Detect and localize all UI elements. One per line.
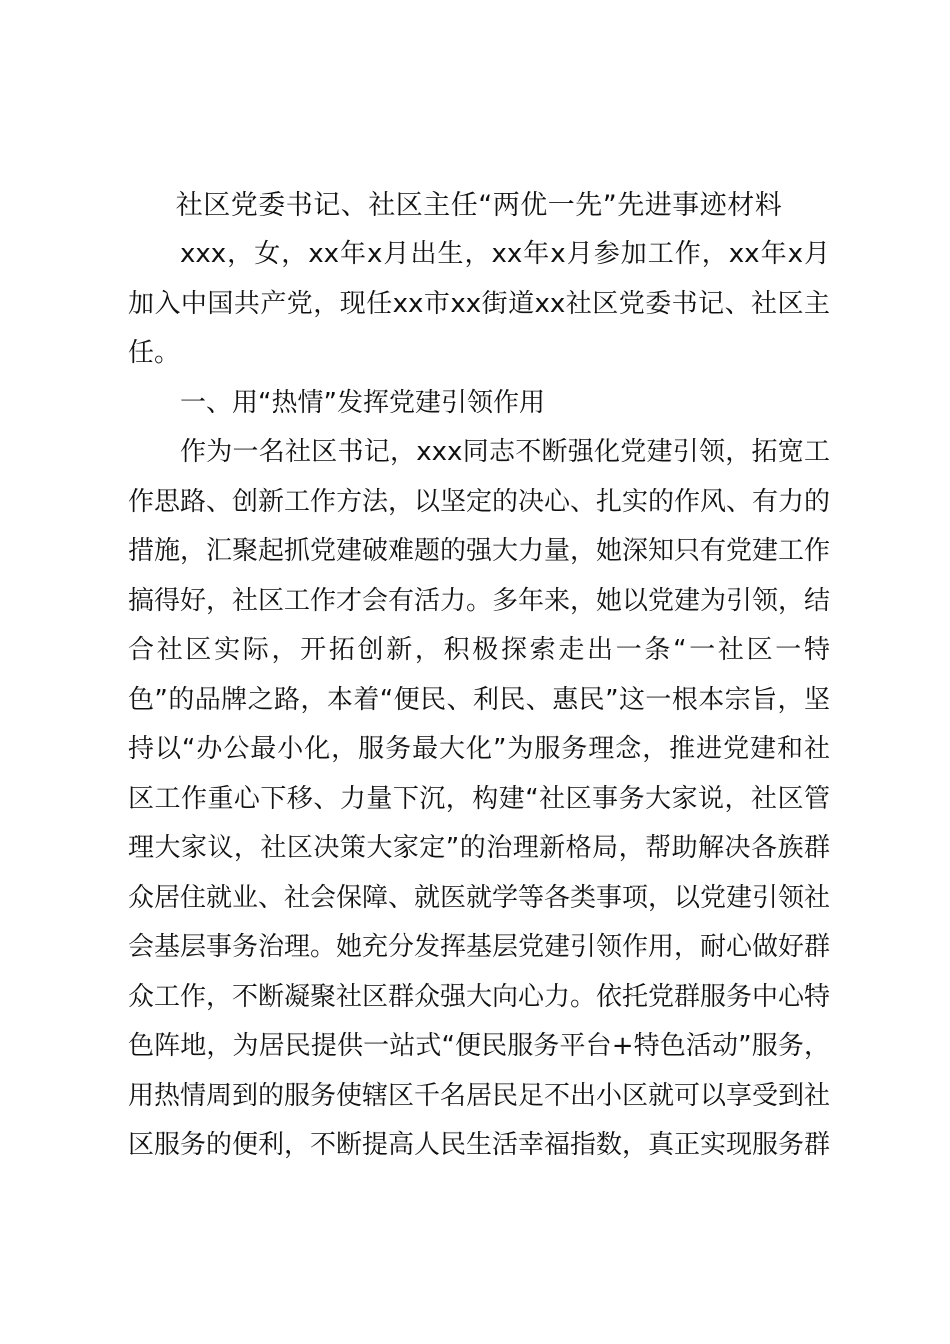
document-body (128, 182, 830, 1171)
section-paragraph: 作为一名社区书记，xxx同志不断强化党建引领，拓宽工作思路、创新工作方法，以坚定的决心、扎实的作风、有力的措施，汇聚起抓党建破难题的强大力量，她深知只有党建工作搞得好，社区工作才会有活力。多年来，她以党建为引领，结合社区实际，开拓创新，积极探索走出一条“一社区一特色”的品牌之路，本着“便民、利民、惠民”这一根本宗旨，坚持以“办公最小化，服务最大化”为服务理念，推进党建和社区工作重心下移、力量下沉，构建“社区事务大家说，社区管理大家议，社区决策大家定”的治理新格局，帮助解决各族群众居住就业、社会保障、就医就学等各类事项，以党建引领社会基层事务治理。她充分发挥基层党建引领作用，耐心做好群众工作，不断凝聚社区群众强大向心力。依托党群服务中心特色阵地，为居民提供一站式“便民服务平台+特色活动”服务，用热情周到的服务使辖区千名居民足不出小区就可以享受到社区服务的便利，不断提高人民生活幸福指数，真正实现服务群 (128, 437, 831, 1160)
section-heading: 一、用“热情”发挥党建引领作用 (180, 387, 545, 418)
intro-paragraph: xxx，女，xx年x月出生，xx年x月参加工作，xx年x月加入中国共产党，现任xx市xx街道xx社区党委书记、社区主任。 (128, 239, 830, 368)
document-title: 社区党委书记、社区主任“两优一先”先进事迹材料 (175, 190, 783, 221)
